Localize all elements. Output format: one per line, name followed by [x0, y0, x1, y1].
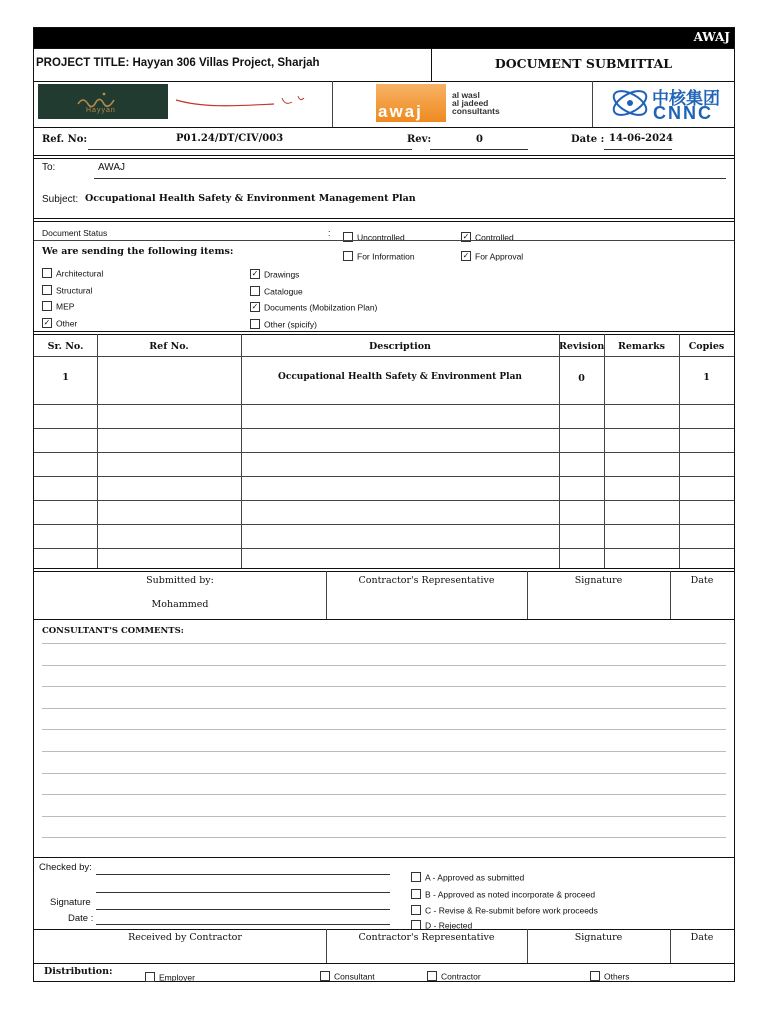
awaj-logo — [376, 84, 446, 122]
date-col-label: Date — [690, 575, 714, 586]
hayyan-logo — [38, 84, 168, 119]
catalogue-label: Catalogue — [264, 286, 303, 297]
col-header-sr: Sr. No. — [47, 341, 84, 352]
uncontrolled-label: Uncontrolled — [357, 232, 405, 243]
option-b-label: B - Approved as noted incorporate & proceed — [425, 889, 596, 900]
structural-checkbox[interactable] — [42, 285, 52, 295]
document-status-label: Document Status — [42, 228, 108, 238]
option-d-label: D - Rejected — [425, 920, 473, 931]
others-label: Others — [604, 971, 630, 982]
to-label: To: — [42, 162, 56, 173]
submitted-by-value: Mohammed — [151, 599, 209, 610]
other-specify-checkbox[interactable] — [250, 319, 260, 329]
alwasl-line1: al wasl — [452, 90, 480, 100]
signature-swoosh — [174, 86, 324, 116]
rev-label: Rev: — [407, 134, 432, 145]
status-for-information[interactable] — [343, 246, 415, 265]
checked-by-line[interactable] — [96, 874, 390, 875]
architectural-label: Architectural — [56, 268, 104, 279]
document-status-colon: : — [328, 228, 331, 238]
distribution-employer[interactable] — [145, 967, 195, 986]
status-controlled[interactable] — [461, 227, 514, 246]
header-brand: AWAJ — [693, 30, 730, 44]
option-c-checkbox[interactable] — [411, 905, 421, 915]
awaj-logo-text: awaj — [378, 102, 423, 121]
other-specify-label: Other (spicify) — [264, 319, 317, 330]
documents-checkbox[interactable]: ✓ — [251, 301, 259, 311]
checked-date-line[interactable] — [96, 924, 390, 925]
cnnc-chinese-text: 中核集团 — [652, 89, 720, 108]
structural-label: Structural — [56, 285, 93, 296]
col-header-description: Description — [369, 341, 431, 352]
contractor-label: Contractor — [441, 971, 481, 982]
date-value: 14-06-2024 — [609, 133, 673, 144]
other-checkbox[interactable]: ✓ — [43, 317, 51, 327]
received-contractor-rep-label: Contractor's Representative — [358, 932, 495, 943]
document-type-title: DOCUMENT SUBMITTAL — [494, 56, 673, 71]
for-information-label: For Information — [357, 251, 415, 262]
employer-checkbox[interactable] — [145, 972, 155, 982]
col-header-revision: Revision — [559, 341, 605, 352]
checked-by-label: Checked by: — [39, 862, 92, 873]
subject-value: Occupational Health Safety & Environment Management Plan — [85, 193, 416, 204]
architectural-checkbox[interactable] — [42, 268, 52, 278]
received-date-label: Date — [690, 932, 714, 943]
distribution-others[interactable] — [590, 966, 630, 985]
cnnc-atom-icon — [608, 83, 652, 123]
col-header-remarks: Remarks — [617, 341, 666, 352]
distribution-label: Distribution: — [44, 966, 113, 977]
rev-value: 0 — [476, 134, 483, 145]
option-d-checkbox[interactable] — [411, 920, 421, 930]
col-header-ref: Ref No. — [149, 341, 189, 352]
other-label: Other — [56, 318, 78, 329]
received-by-label: Received by Contractor — [128, 932, 242, 943]
items-table — [34, 334, 734, 568]
col-header-copies: Copies — [688, 341, 725, 352]
employer-label: Employer — [159, 972, 195, 983]
project-title: PROJECT TITLE: Hayyan 306 Villas Project, Sharjah — [36, 57, 320, 69]
to-value: AWAJ — [98, 162, 126, 173]
date-label: Date : — [571, 134, 605, 145]
distribution-consultant[interactable] — [320, 966, 375, 985]
header-bar — [34, 28, 734, 48]
contractor-rep-label: Contractor's Representative — [358, 575, 495, 586]
checked-date-label: Date : — [68, 913, 94, 924]
alwasl-logo — [452, 91, 500, 115]
others-checkbox[interactable] — [590, 971, 600, 981]
row1-revision: 0 — [578, 373, 585, 384]
drawings-checkbox[interactable]: ✓ — [251, 268, 259, 278]
table-row — [34, 356, 734, 404]
for-approval-checkbox[interactable]: ✓ — [462, 250, 470, 260]
hayyan-logo-text: Hayyan — [86, 107, 116, 114]
signature-label: Signature — [574, 575, 623, 586]
item-other[interactable] — [42, 313, 77, 332]
contractor-checkbox[interactable] — [427, 971, 437, 981]
items-heading: We are sending the following items: — [42, 246, 234, 257]
option-c-label: C - Revise & Re-submit before work proceeds — [425, 905, 598, 916]
row1-copies: 1 — [703, 372, 710, 383]
catalogue-checkbox[interactable] — [250, 286, 260, 296]
for-approval-label: For Approval — [475, 251, 524, 262]
comments-area[interactable] — [34, 619, 734, 855]
alwasl-line3: consultants — [452, 106, 500, 116]
mep-checkbox[interactable] — [42, 301, 52, 311]
consultant-checkbox[interactable] — [320, 971, 330, 981]
received-signature-label: Signature — [574, 932, 623, 943]
status-uncontrolled[interactable] — [343, 227, 405, 246]
row1-description: Occupational Health Safety & Environment Plan — [278, 372, 522, 382]
signature-field-label: Signature — [50, 897, 91, 908]
for-information-checkbox[interactable] — [343, 251, 353, 261]
consultant-label: Consultant — [334, 971, 375, 982]
documents-label: Documents (Mobilzation Plan) — [264, 302, 378, 313]
controlled-checkbox[interactable]: ✓ — [462, 231, 470, 241]
ref-no-value: P01.24/DT/CIV/003 — [176, 133, 284, 144]
submitted-by-label: Submitted by: — [146, 575, 214, 586]
status-for-approval[interactable] — [461, 246, 523, 265]
consultant-comments-label: CONSULTANT'S COMMENTS: — [42, 626, 184, 636]
distribution-contractor[interactable] — [427, 966, 481, 985]
mep-label: MEP — [56, 301, 75, 312]
cnnc-logo — [608, 83, 734, 123]
option-b-checkbox[interactable] — [411, 889, 421, 899]
alwasl-line2: al jadeed — [452, 98, 489, 108]
document-submittal-form — [33, 27, 735, 982]
cnnc-english-text: CNNC — [653, 103, 713, 123]
option-a-checkbox[interactable] — [411, 872, 421, 882]
option-a-label: A - Approved as submitted — [425, 872, 525, 883]
controlled-label: Controlled — [475, 232, 514, 243]
drawings-label: Drawings — [264, 269, 300, 280]
ref-no-label: Ref. No: — [42, 134, 88, 145]
subject-label: Subject: — [42, 194, 79, 205]
signature-line[interactable] — [96, 909, 390, 910]
row1-sr: 1 — [62, 372, 69, 383]
